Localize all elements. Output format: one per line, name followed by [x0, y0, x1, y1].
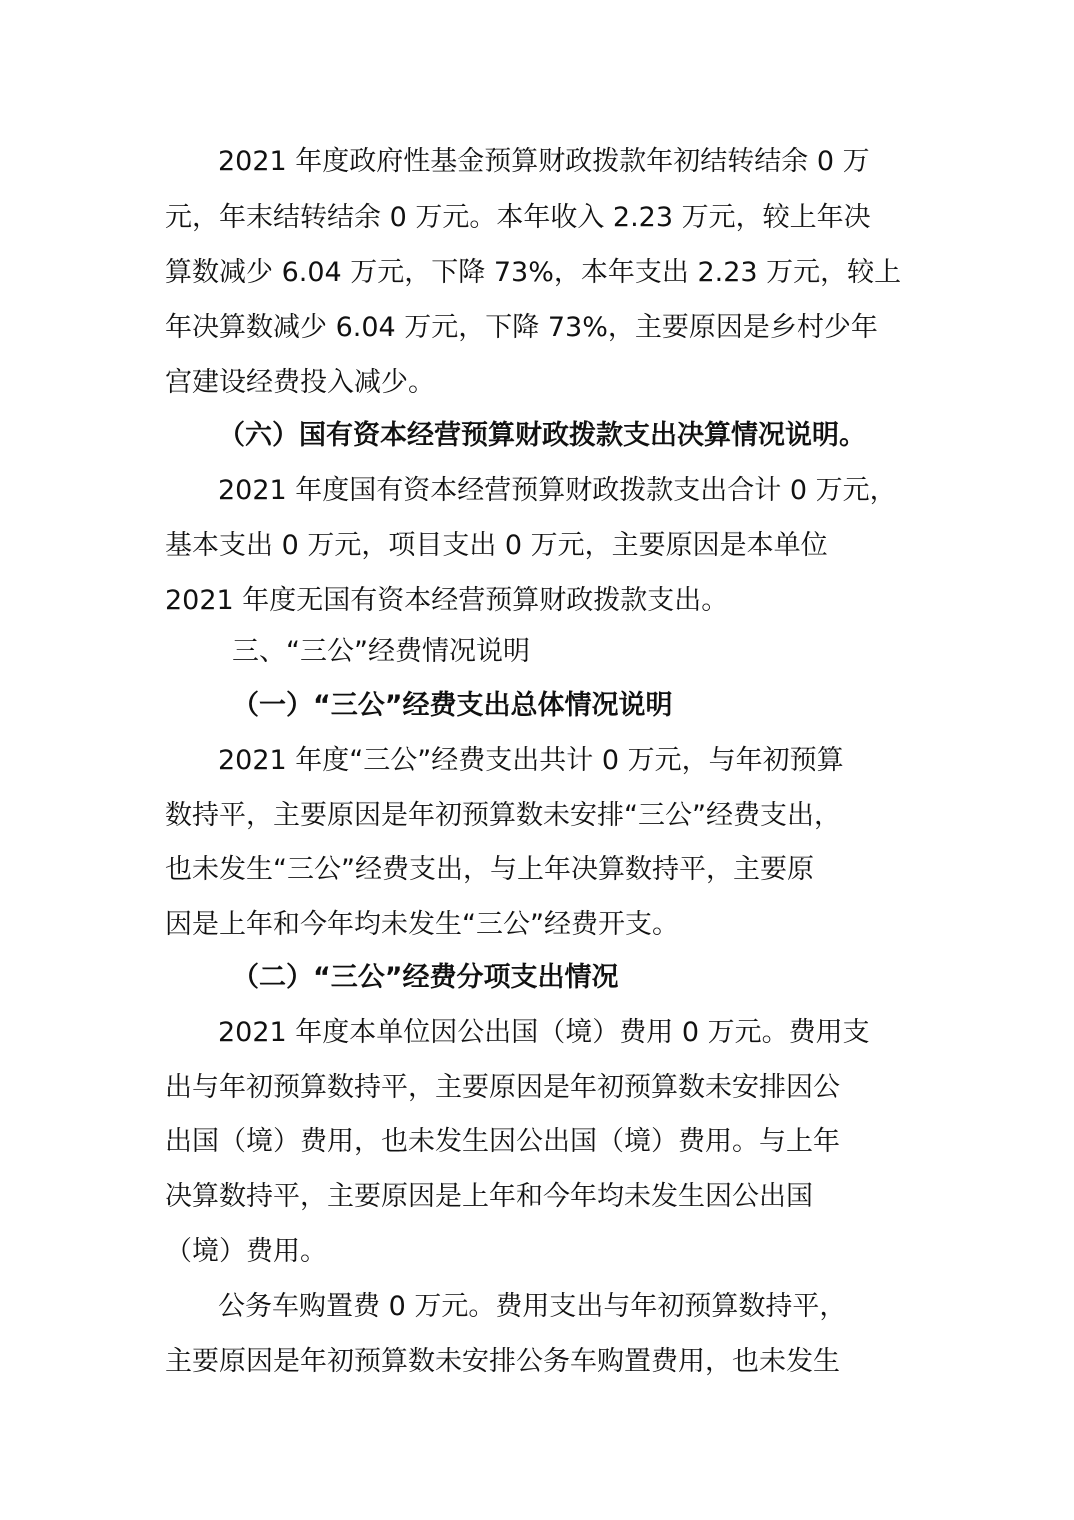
text-line: 2021 年度国有资本经营预算财政拨款支出合计 0 万元，	[218, 475, 897, 506]
text-line: 主要原因是年初预算数未安排公务车购置费用，也未发生	[165, 1346, 840, 1377]
chapter-heading: 三、“三公”经费情况说明	[232, 636, 530, 667]
section-heading: （六）国有资本经营预算财政拨款支出决算情况说明。	[218, 420, 866, 451]
text-line: 出与年初预算数持平，主要原因是年初预算数未安排因公	[165, 1072, 840, 1103]
text-line: 出国（境）费用，也未发生因公出国（境）费用。与上年	[165, 1126, 840, 1157]
text-line: 也未发生“三公”经费支出，与上年决算数持平，主要原	[165, 854, 814, 885]
section-heading: （二）“三公”经费分项支出情况	[232, 962, 619, 993]
text-line: 因是上年和今年均未发生“三公”经费开支。	[165, 909, 679, 940]
text-line: 基本支出 0 万元，项目支出 0 万元，主要原因是本单位	[165, 530, 828, 561]
text-line: 数持平，主要原因是年初预算数未安排“三公”经费支出，	[165, 800, 841, 831]
text-line: 2021 年度本单位因公出国（境）费用 0 万元。费用支	[218, 1017, 870, 1048]
text-line: 2021 年度政府性基金预算财政拨款年初结转结余 0 万	[218, 146, 870, 177]
text-line: 公务车购置费 0 万元。费用支出与年初预算数持平，	[218, 1291, 847, 1322]
text-line: （境）费用。	[165, 1236, 327, 1267]
text-line: 宫建设经费投入减少。	[165, 367, 435, 398]
text-line: 算数减少 6.04 万元，下降 73%，本年支出 2.23 万元，较上	[165, 257, 902, 288]
text-line: 元，年末结转结余 0 万元。本年收入 2.23 万元，较上年决	[165, 202, 871, 233]
text-line: 年决算数减少 6.04 万元，下降 73%，主要原因是乡村少年	[165, 312, 878, 343]
text-line: 决算数持平，主要原因是上年和今年均未发生因公出国	[165, 1181, 813, 1212]
text-line: 2021 年度“三公”经费支出共计 0 万元，与年初预算	[218, 745, 844, 776]
text-line: 2021 年度无国有资本经营预算财政拨款支出。	[165, 585, 729, 616]
section-heading: （一）“三公”经费支出总体情况说明	[232, 690, 673, 721]
